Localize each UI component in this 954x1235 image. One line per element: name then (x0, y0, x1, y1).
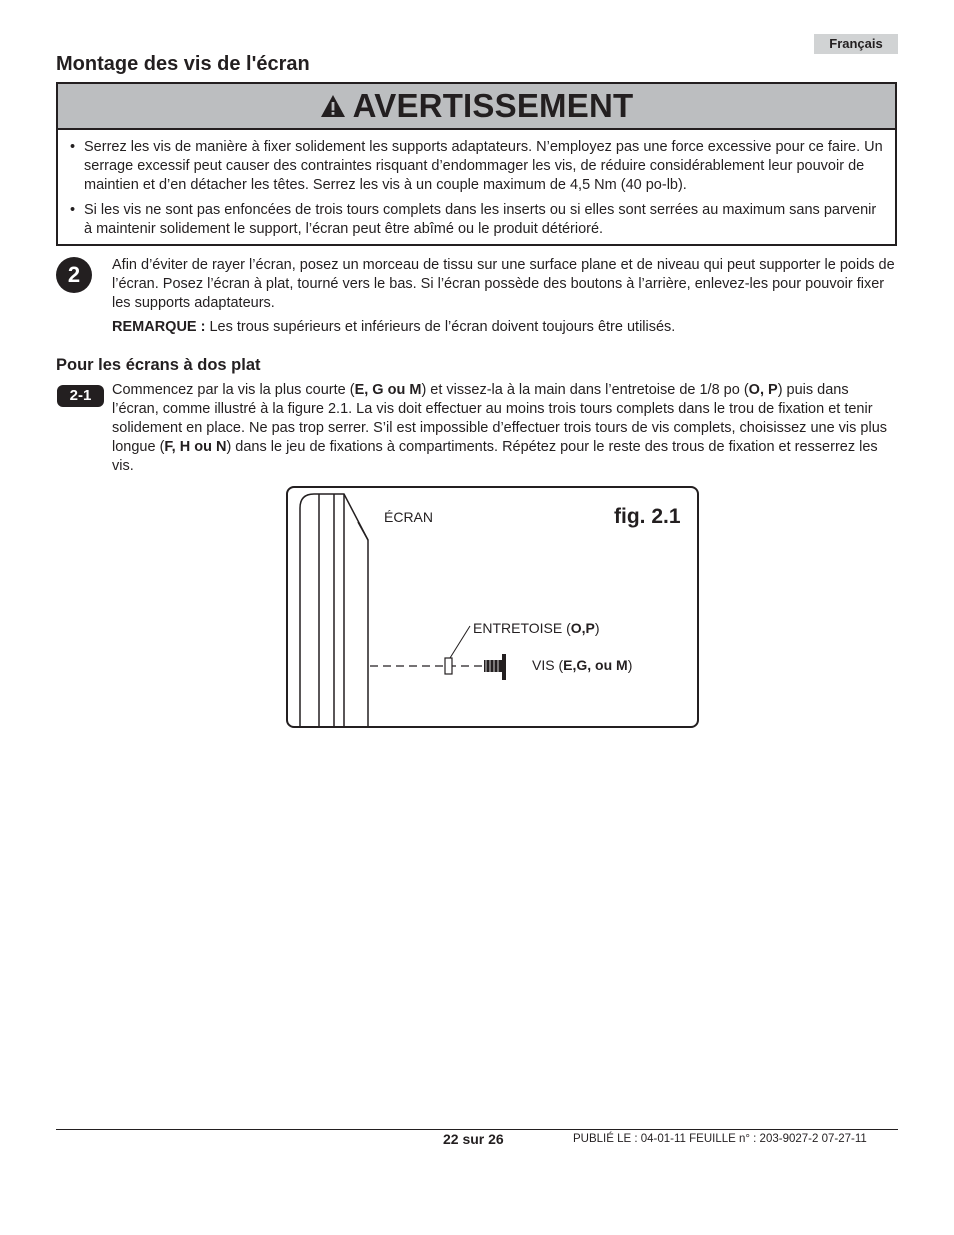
text-run: Commencez par la vis la plus courte ( (112, 382, 355, 398)
language-tab: Français (814, 34, 898, 54)
label-parts: E,G, ou M (563, 657, 628, 673)
page-number: 22 sur 26 (443, 1131, 504, 1147)
screw-parts-ref: E, G ou M (354, 382, 422, 398)
footer-rule (56, 1129, 898, 1130)
text-run: ) dans le jeu de fixations à compartiments. Répétez pour le reste des trous de fixation et resserrez les vis. (112, 439, 878, 474)
spacer-parts-ref: O, P (748, 382, 778, 398)
label-parts: O,P (570, 620, 595, 636)
step-note (112, 318, 897, 337)
figure-title: fig. 2.1 (614, 505, 681, 528)
warning-bullet: • Si les vis ne sont pas enfoncées de trois tours complets dans les inserts ou si elles sont serrées au maximum sans parvenir à maintenir solidement le support, l’écran peut être abîmé ou le produit détérioré. (84, 201, 885, 239)
spacer-label (473, 620, 600, 636)
warning-title: AVERTISSEMENT (352, 87, 634, 124)
note-label: REMARQUE : (112, 319, 206, 335)
warning-header (58, 84, 895, 130)
publication-info: PUBLIÉ LE : 04-01-11 FEUILLE n° : 203-9027-2 07-27-11 (573, 1133, 867, 1145)
spacer-leader (450, 626, 470, 658)
figure-2-1 (286, 486, 699, 728)
warning-triangle-icon (320, 94, 346, 118)
label-text: ) (627, 657, 633, 673)
substep-badge: 2-1 (57, 385, 104, 407)
subsection-title: Pour les écrans à dos plat (56, 356, 261, 374)
warning-bullet: • Serrez les vis de manière à fixer solidement les supports adaptateurs. N’employez pas une force excessive pour ce faire. Un serrage excessif peut causer des contraintes risquant d’endommager les vis, de réduire considérablement leur pouvoir de maintien et d’en détacher les têtes. Serrez les vis à un couple maximum de 4,5 Nm (40 po-lb). (84, 138, 885, 195)
spacer-shape (445, 658, 452, 674)
substep-instructions (112, 381, 897, 476)
warning-list (58, 130, 895, 239)
warning-box (56, 82, 897, 246)
step-instructions: Afin d’éviter de rayer l’écran, posez un morceau de tissu sur une surface plane et de niveau qui peut supporter le poids de l’écran. Posez l’écran à plat, tourné vers le bas. Si l’écran possède des boutons à l’arrière, enlevez-les pour pouvoir fixer les supports adaptateurs. (112, 257, 895, 311)
text-run: ) puis dans l’écran, comme illustré à la figure 2.1. La vis doit effectuer au moins trois tours complets dans le trou de fixation et tenir solidement en place. Ne pas trop serrer. S’il est impossible d’effectuer trois tours de vis complets, choisissez une vis plus longue ( (112, 382, 888, 455)
label-text: ENTRETOISE ( (473, 620, 571, 636)
screw-shape (484, 654, 506, 680)
label-text: ) (594, 620, 600, 636)
note-text: Les trous supérieurs et inférieurs de l’écran doivent toujours être utilisés. (205, 319, 676, 335)
text-run: ) et vissez-la à la main dans l’entretoise de 1/8 po ( (421, 382, 749, 398)
step-number-badge: 2 (56, 257, 92, 293)
screen-label: ÉCRAN (384, 509, 434, 525)
longer-screw-parts-ref: F, H ou N (164, 439, 227, 455)
label-text: VIS ( (532, 657, 564, 673)
screw-label (532, 657, 632, 673)
section-title: Montage des vis de l'écran (56, 53, 310, 75)
